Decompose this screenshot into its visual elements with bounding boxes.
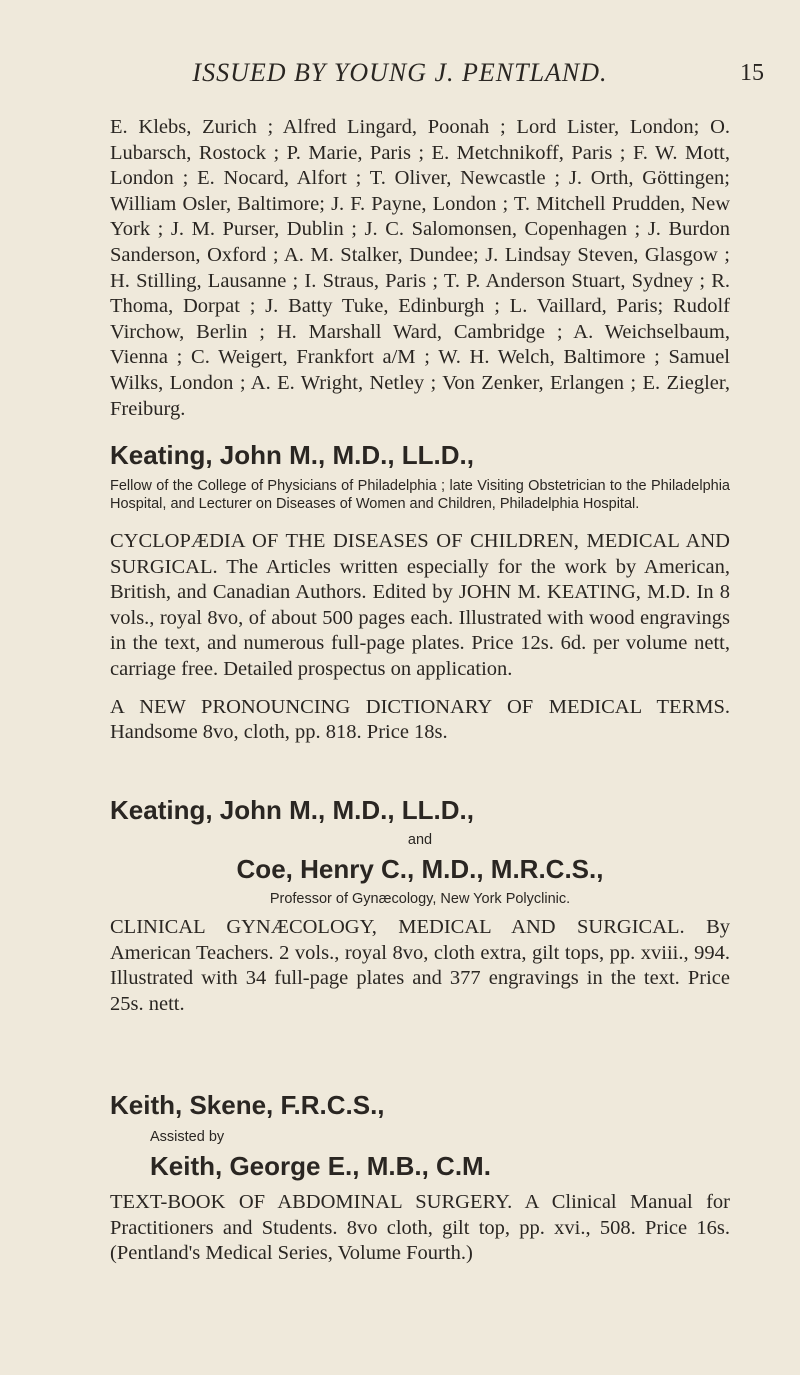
coauthor-heading: Keith, George E., M.B., C.M. — [150, 1151, 491, 1181]
work-clinical-gynaecology: CLINICAL GYNÆCOLOGY, MEDICAL AND SURGICAL. By American Teachers. 2 vols., royal 8vo, cloth extra, gilt tops, pp. xviii., 994. Illustrated with 34 full-page plates and 377 engravings in the text. Price 25s. nett. — [110, 916, 730, 1015]
author-credentials: Fellow of the College of Physicians of Philadelphia ; late Visiting Obstetrician to the Philadelphia Hospital, and Lecturer on Diseases of Women and Children, Philadelphia Hospital. — [110, 478, 730, 512]
work-cyclopaedia: CYCLOPÆDIA OF THE DISEASES OF CHILDREN, MEDICAL AND SURGICAL. The Articles written especially for the work by American, British, and Canadian Authors. Edited by JOHN M. KEATING, M.D. In 8 vols., royal 8vo, of about 500 pages each. Illustrated with wood engravings in the text, and numerous full-page plates. Price 12s. 6d. per volume nett, carriage free. Detailed prospectus on application. — [110, 530, 730, 680]
entry-keating-coe — [110, 795, 730, 1017]
continuation-block — [110, 115, 730, 422]
author-heading: Keating, John M., M.D., LL.D., — [110, 440, 474, 470]
author-heading: Keating, John M., M.D., LL.D., — [110, 795, 474, 825]
coauthor-heading: Coe, Henry C., M.D., M.R.C.S., — [236, 854, 604, 884]
author-heading: Keith, Skene, F.R.C.S., — [110, 1090, 385, 1120]
page-number: 15 — [740, 60, 764, 86]
joiner-text: and — [407, 832, 433, 848]
contributors-list: E. Klebs, Zurich ; Alfred Lingard, Poonah ; Lord Lister, London; O. Lubarsch, Rostock ; P. Marie, Paris ; E. Metchnikoff, Paris ; F. W. Mott, London ; E. Nocard, Alfort ; T. Oliver, Newcastle ; J. Orth, Göttingen; William Osler, Baltimore; J. F. Payne, London ; T. Mitchell Prudden, New York ; J. M. Purser, Dublin ; J. C. Salomonsen, Copenhagen ; J. Burdon Sanderson, Oxford ; A. M. Stalker, Dundee; J. Lindsay Steven, Glasgow ; H. Stilling, Lausanne ; I. Straus, Paris ; T. P. Anderson Stuart, Sydney ; R. Thoma, Dorpat ; J. Batty Tuke, Edinburgh ; L. Vaillard, Paris; Rudolf Virchow, Berlin ; H. Marshall Ward, Cambridge ; A. Weichselbaum, Vienna ; C. Weigert, Frankfort a/M ; W. H. Welch, Baltimore ; Samuel Wilks, London ; A. E. Wright, Netley ; Von Zenker, Erlangen ; E. Ziegler, Freiburg. — [110, 116, 730, 420]
joiner-text: Assisted by — [150, 1129, 225, 1145]
running-title: ISSUED BY YOUNG J. PENTLAND. — [192, 58, 608, 87]
coauthor-credentials: Professor of Gynæcology, New York Polyclinic. — [269, 891, 571, 907]
entry-keating — [110, 440, 730, 746]
entry-keith — [110, 1090, 730, 1267]
work-abdominal-surgery: TEXT-BOOK OF ABDOMINAL SURGERY. A Clinical Manual for Practitioners and Students. 8vo cloth, gilt top, pp. xvi., 508. Price 16s. (Pentland's Medical Series, Volume Fourth.) — [110, 1191, 730, 1265]
work-dictionary: A NEW PRONOUNCING DICTIONARY OF MEDICAL TERMS. Handsome 8vo, cloth, pp. 818. Price 18s. — [110, 695, 730, 744]
